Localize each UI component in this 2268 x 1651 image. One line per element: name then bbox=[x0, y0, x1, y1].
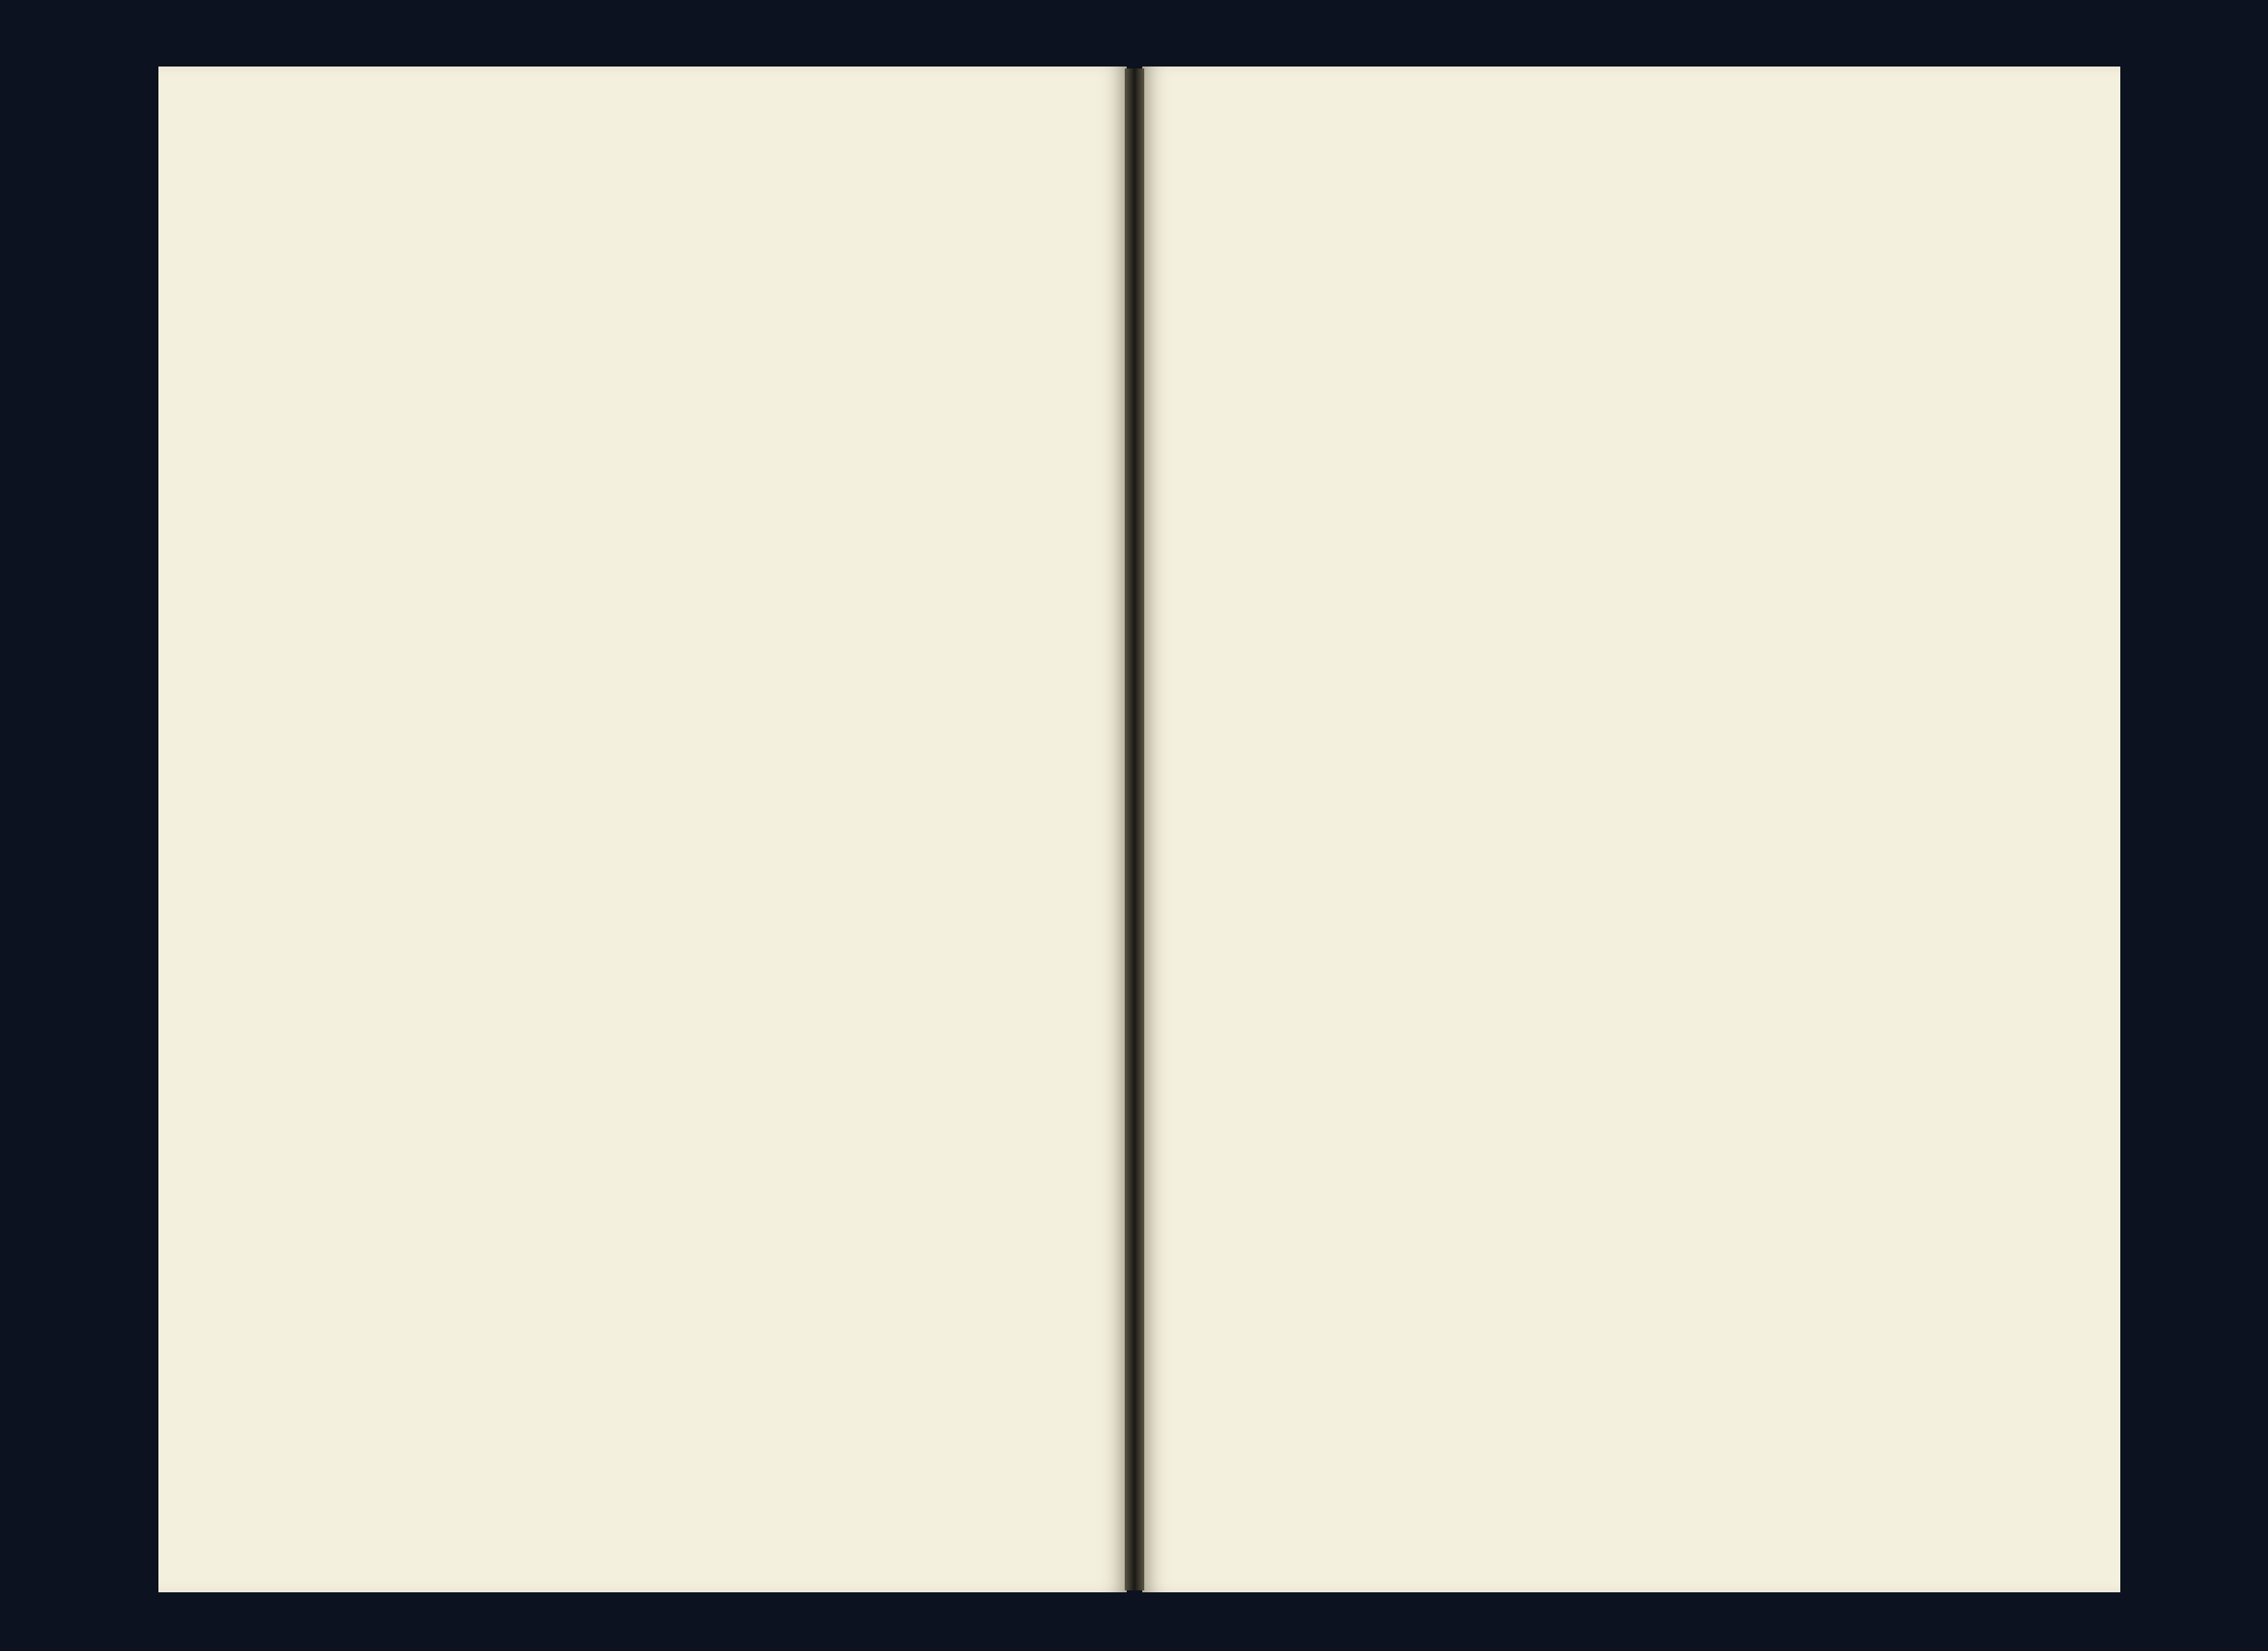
right-page bbox=[1142, 67, 2120, 1592]
left-page bbox=[158, 67, 1127, 1592]
book-gutter bbox=[1125, 68, 1144, 1590]
